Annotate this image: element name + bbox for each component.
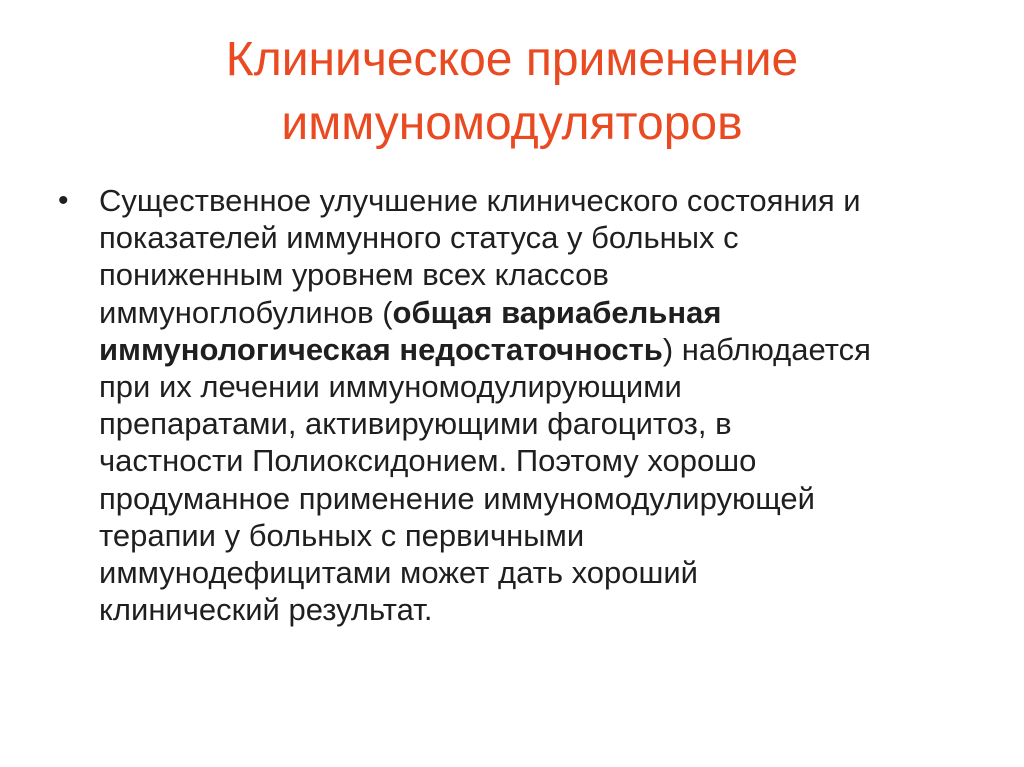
bullet-line: Существенное улучшение клинического состояния и [99, 183, 861, 218]
bullet-line: при их лечении иммуномодулирующими [99, 369, 682, 405]
bullet-line: препаратами, активирующими фагоцитоз, в [99, 406, 732, 442]
bullet-line: терапии у больных с первичными [99, 517, 585, 553]
bullet-bold-term: общая вариабельная [392, 294, 722, 330]
bullet-line: иммунодефицитами может дать хороший [99, 555, 698, 591]
slide-title-line-1: Клиническое применение [225, 33, 799, 86]
slide-title-line-2: иммуномодуляторов [281, 97, 743, 150]
bullet-line: частности Полиоксидонием. Поэтому хорошо [99, 443, 757, 479]
bullet-line: пониженным уровнем всех классов [99, 257, 609, 293]
bullet-line-mixed [99, 331, 959, 368]
bullet-text-segment: иммуноглобулинов ( [99, 294, 393, 330]
bullet-text [99, 182, 959, 628]
bullet-line: клинический результат. [99, 592, 433, 628]
bullet-marker: • [58, 184, 69, 217]
bullet-line: показателей иммунного статуса у больных с [99, 220, 739, 256]
bullet-bold-term: иммунологическая недостаточность [99, 331, 663, 367]
bullet-text-segment: ) наблюдается [662, 331, 871, 367]
bullet-line-mixed [99, 294, 959, 331]
slide-title [100, 28, 924, 156]
bullet-line: продуманное применение иммуномодулирующей [99, 480, 815, 516]
